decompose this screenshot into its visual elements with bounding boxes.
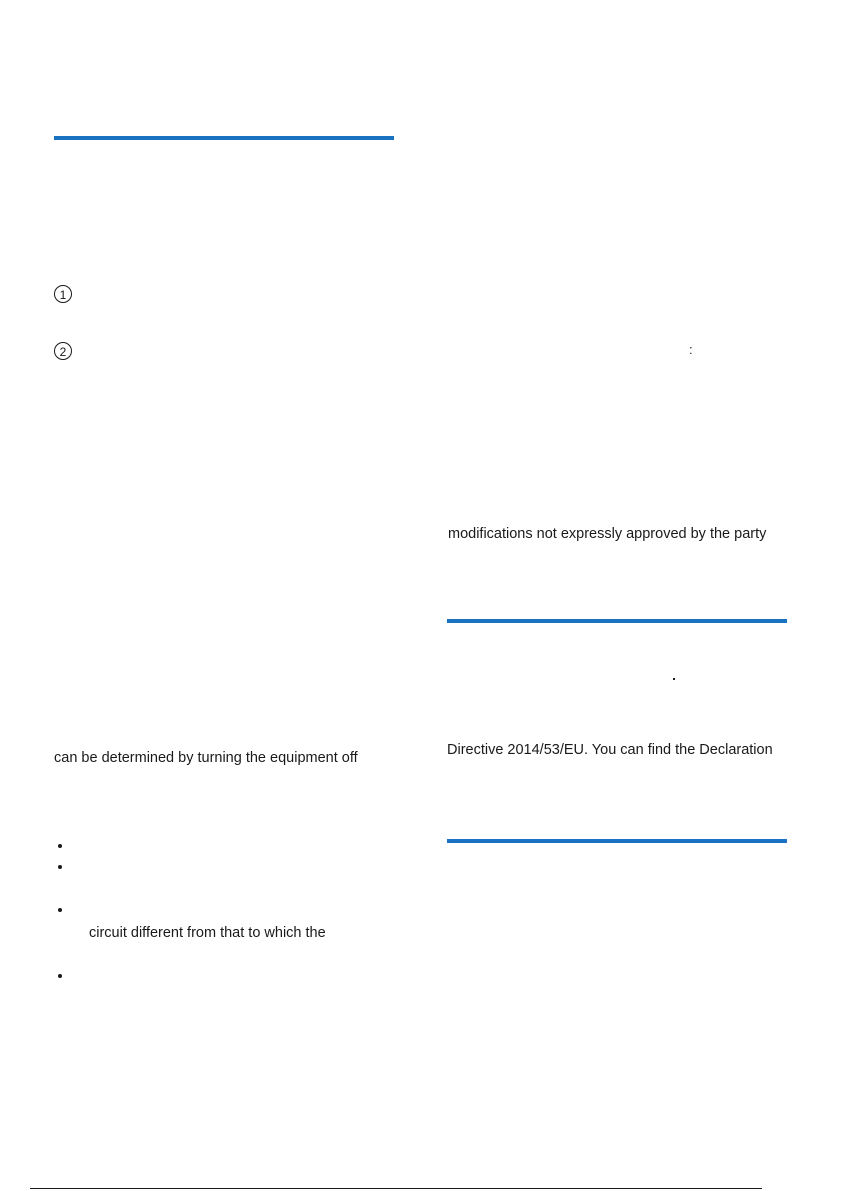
directive-text: Directive 2014/53/EU. You can find the Declaration	[447, 742, 773, 758]
section-rule-right-2	[447, 839, 787, 843]
circuit-text: circuit different from that to which the	[89, 925, 326, 941]
colon-mark: :	[689, 342, 693, 357]
marker-1-icon: 1	[54, 285, 72, 303]
bullet-2	[58, 865, 62, 869]
bullet-4	[58, 974, 62, 978]
marker-2-icon: 2	[54, 342, 72, 360]
bullet-3	[58, 908, 62, 912]
footer-line	[30, 1188, 762, 1189]
section-rule-right-1	[447, 619, 787, 623]
dot-mark	[673, 678, 675, 680]
modifications-text: modifications not expressly approved by the party	[448, 526, 767, 542]
bullet-1	[58, 844, 62, 848]
section-rule-left	[54, 136, 394, 140]
equipment-off-text: can be determined by turning the equipment off	[54, 750, 358, 766]
